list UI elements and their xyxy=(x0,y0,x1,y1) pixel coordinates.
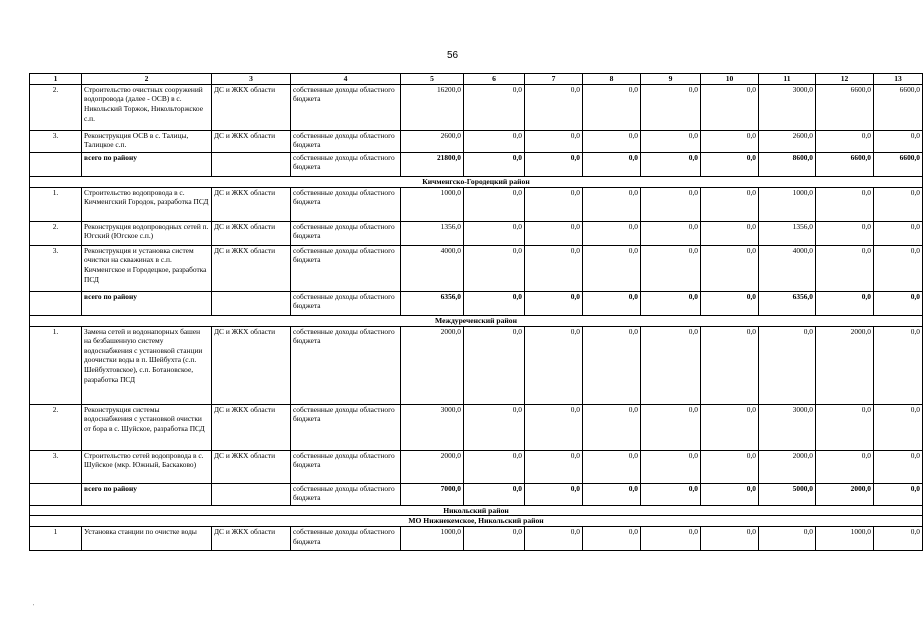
table-row xyxy=(30,450,923,483)
project-name: Реконструкция ОСВ в с. Талицы, Талицкое с.п. xyxy=(82,130,212,152)
project-name: Реконструкция системы водоснабжения с установкой очистки от бора в с. Шуйское, разработка ПСД xyxy=(82,404,212,450)
amount-cell: 0,0 xyxy=(641,450,701,483)
amount-cell: 0,0 xyxy=(525,404,583,450)
amount-cell: 0,0 xyxy=(464,187,525,221)
project-name: Замена сетей и водонапорных башен на безбашенную систему водоснабжения с установкой станции доочистки воды в п. Шейбухта (с.п. Шейбухтовское), с.п. Ботановское, разработка ПСД xyxy=(82,326,212,404)
funding-source: собственные доходы областного бюджета xyxy=(291,152,401,176)
amount-cell: 0,0 xyxy=(874,221,923,245)
amount-cell: 0,0 xyxy=(701,404,759,450)
responsible-org xyxy=(212,152,291,176)
amount-cell: 6600,0 xyxy=(874,152,923,176)
amount-cell: 1356,0 xyxy=(759,221,816,245)
row-number: 3. xyxy=(30,245,82,291)
amount-cell: 0,0 xyxy=(701,84,759,130)
funding-source: собственные доходы областного бюджета xyxy=(291,130,401,152)
column-number: 8 xyxy=(583,74,641,85)
project-name: Реконструкция водопроводных сетей п. Югский (Югское с.п.) xyxy=(82,221,212,245)
amount-cell: 0,0 xyxy=(525,187,583,221)
amount-cell: 0,0 xyxy=(759,326,816,404)
column-number-row xyxy=(30,74,923,85)
amount-cell: 0,0 xyxy=(759,527,816,551)
amount-cell: 0,0 xyxy=(641,527,701,551)
amount-cell: 0,0 xyxy=(464,130,525,152)
funding-source: собственные доходы областного бюджета xyxy=(291,221,401,245)
row-number: 2. xyxy=(30,221,82,245)
amount-cell: 6600,0 xyxy=(816,152,874,176)
responsible-org: ДС и ЖКХ области xyxy=(212,130,291,152)
amount-cell: 0,0 xyxy=(874,245,923,291)
amount-cell: 1000,0 xyxy=(401,187,464,221)
section-heading-row xyxy=(30,505,923,516)
responsible-org: ДС и ЖКХ области xyxy=(212,84,291,130)
section-heading: Кичменгско-Городецкий район xyxy=(30,176,923,187)
amount-cell: 6356,0 xyxy=(401,291,464,315)
amount-cell: 6600,0 xyxy=(816,84,874,130)
funding-source: собственные доходы областного бюджета xyxy=(291,450,401,483)
amount-cell: 0,0 xyxy=(583,527,641,551)
amount-cell: 0,0 xyxy=(874,450,923,483)
funding-source: собственные доходы областного бюджета xyxy=(291,291,401,315)
amount-cell: 2000,0 xyxy=(759,450,816,483)
amount-cell: 0,0 xyxy=(874,291,923,315)
responsible-org: ДС и ЖКХ области xyxy=(212,187,291,221)
row-number xyxy=(30,291,82,315)
amount-cell: 0,0 xyxy=(583,84,641,130)
amount-cell: 0,0 xyxy=(525,527,583,551)
amount-cell: 0,0 xyxy=(583,291,641,315)
column-number: 4 xyxy=(291,74,401,85)
amount-cell: 0,0 xyxy=(525,450,583,483)
amount-cell: 0,0 xyxy=(525,221,583,245)
amount-cell: 3000,0 xyxy=(759,84,816,130)
project-name: Установка станции по очистке воды xyxy=(82,527,212,551)
row-number: 2. xyxy=(30,84,82,130)
column-number: 3 xyxy=(212,74,291,85)
responsible-org: ДС и ЖКХ области xyxy=(212,404,291,450)
section-heading-row xyxy=(30,516,923,527)
amount-cell: 0,0 xyxy=(464,527,525,551)
amount-cell: 5000,0 xyxy=(759,483,816,505)
table-row xyxy=(30,84,923,130)
amount-cell: 0,0 xyxy=(641,84,701,130)
amount-cell: 1000,0 xyxy=(401,527,464,551)
district-total-row xyxy=(30,291,923,315)
district-total-row xyxy=(30,152,923,176)
row-number: 1. xyxy=(30,326,82,404)
amount-cell: 0,0 xyxy=(525,245,583,291)
amount-cell: 0,0 xyxy=(641,404,701,450)
column-number: 5 xyxy=(401,74,464,85)
project-name: всего по району xyxy=(82,483,212,505)
amount-cell: 3000,0 xyxy=(759,404,816,450)
amount-cell: 0,0 xyxy=(701,527,759,551)
funding-source: собственные доходы областного бюджета xyxy=(291,245,401,291)
amount-cell: 0,0 xyxy=(701,152,759,176)
column-number: 10 xyxy=(701,74,759,85)
column-number: 13 xyxy=(874,74,923,85)
district-total-row xyxy=(30,483,923,505)
project-name: Реконструкция и установка систем очистки на скважинах в с.п. Кичменгское и Городецкое, разработка ПСД xyxy=(82,245,212,291)
amount-cell: 1356,0 xyxy=(401,221,464,245)
amount-cell: 0,0 xyxy=(701,483,759,505)
amount-cell: 0,0 xyxy=(816,291,874,315)
table-row xyxy=(30,221,923,245)
funding-source: собственные доходы областного бюджета xyxy=(291,483,401,505)
section-heading: Никольский район xyxy=(30,505,923,516)
amount-cell: 0,0 xyxy=(641,291,701,315)
project-name: Строительство очистных сооружений водопровода (далее - ОСВ) в с. Никольский Торжок, Никольторжское с.п. xyxy=(82,84,212,130)
amount-cell: 0,0 xyxy=(583,130,641,152)
responsible-org: ДС и ЖКХ области xyxy=(212,527,291,551)
funding-source: собственные доходы областного бюджета xyxy=(291,84,401,130)
amount-cell: 0,0 xyxy=(701,326,759,404)
column-number: 6 xyxy=(464,74,525,85)
amount-cell: 0,0 xyxy=(583,483,641,505)
responsible-org xyxy=(212,483,291,505)
amount-cell: 2600,0 xyxy=(759,130,816,152)
amount-cell: 21800,0 xyxy=(401,152,464,176)
amount-cell: 1000,0 xyxy=(759,187,816,221)
scan-mark: ' xyxy=(33,604,35,610)
amount-cell: 0,0 xyxy=(583,450,641,483)
responsible-org: ДС и ЖКХ области xyxy=(212,221,291,245)
amount-cell: 0,0 xyxy=(874,483,923,505)
amount-cell: 0,0 xyxy=(583,326,641,404)
amount-cell: 16200,0 xyxy=(401,84,464,130)
amount-cell: 3000,0 xyxy=(401,404,464,450)
row-number: 1 xyxy=(30,527,82,551)
amount-cell: 0,0 xyxy=(701,291,759,315)
amount-cell: 0,0 xyxy=(701,187,759,221)
funding-source: собственные доходы областного бюджета xyxy=(291,187,401,221)
column-number: 9 xyxy=(641,74,701,85)
section-heading: Междуреченский район xyxy=(30,315,923,326)
project-name: Строительство водопровода в с. Кичменгский Городок, разработка ПСД xyxy=(82,187,212,221)
amount-cell: 0,0 xyxy=(583,245,641,291)
row-number xyxy=(30,152,82,176)
amount-cell: 0,0 xyxy=(464,404,525,450)
amount-cell: 0,0 xyxy=(583,152,641,176)
amount-cell: 0,0 xyxy=(816,187,874,221)
amount-cell: 0,0 xyxy=(641,483,701,505)
amount-cell: 0,0 xyxy=(464,483,525,505)
amount-cell: 0,0 xyxy=(874,130,923,152)
amount-cell: 0,0 xyxy=(641,187,701,221)
amount-cell: 0,0 xyxy=(464,221,525,245)
column-number: 1 xyxy=(30,74,82,85)
amount-cell: 0,0 xyxy=(525,130,583,152)
table-row xyxy=(30,404,923,450)
responsible-org: ДС и ЖКХ области xyxy=(212,245,291,291)
amount-cell: 0,0 xyxy=(701,450,759,483)
amount-cell: 0,0 xyxy=(701,245,759,291)
amount-cell: 0,0 xyxy=(464,84,525,130)
amount-cell: 0,0 xyxy=(525,291,583,315)
column-number: 2 xyxy=(82,74,212,85)
row-number: 1. xyxy=(30,187,82,221)
amount-cell: 0,0 xyxy=(641,152,701,176)
responsible-org xyxy=(212,291,291,315)
amount-cell: 2000,0 xyxy=(401,450,464,483)
amount-cell: 0,0 xyxy=(583,404,641,450)
row-number: 3. xyxy=(30,130,82,152)
amount-cell: 4000,0 xyxy=(401,245,464,291)
amount-cell: 0,0 xyxy=(464,152,525,176)
section-heading-row xyxy=(30,176,923,187)
budget-table xyxy=(29,73,923,551)
funding-source: собственные доходы областного бюджета xyxy=(291,326,401,404)
table-row xyxy=(30,130,923,152)
amount-cell: 0,0 xyxy=(525,152,583,176)
project-name: Строительство сетей водопровода в с. Шуйское (мкр. Южный, Баскаково) xyxy=(82,450,212,483)
amount-cell: 8600,0 xyxy=(759,152,816,176)
responsible-org: ДС и ЖКХ области xyxy=(212,326,291,404)
amount-cell: 0,0 xyxy=(464,326,525,404)
amount-cell: 0,0 xyxy=(583,187,641,221)
amount-cell: 0,0 xyxy=(816,404,874,450)
amount-cell: 4000,0 xyxy=(759,245,816,291)
row-number: 3. xyxy=(30,450,82,483)
amount-cell: 0,0 xyxy=(701,221,759,245)
amount-cell: 0,0 xyxy=(525,84,583,130)
amount-cell: 0,0 xyxy=(525,483,583,505)
funding-source: собственные доходы областного бюджета xyxy=(291,404,401,450)
table-row xyxy=(30,326,923,404)
row-number xyxy=(30,483,82,505)
project-name: всего по району xyxy=(82,152,212,176)
amount-cell: 0,0 xyxy=(464,291,525,315)
amount-cell: 6356,0 xyxy=(759,291,816,315)
amount-cell: 0,0 xyxy=(701,130,759,152)
amount-cell: 1000,0 xyxy=(816,527,874,551)
table-row xyxy=(30,245,923,291)
table-row xyxy=(30,527,923,551)
amount-cell: 0,0 xyxy=(816,245,874,291)
amount-cell: 0,0 xyxy=(816,221,874,245)
amount-cell: 0,0 xyxy=(874,187,923,221)
amount-cell: 0,0 xyxy=(641,326,701,404)
amount-cell: 6600,0 xyxy=(874,84,923,130)
section-heading: МО Нижнекемское, Никольский район xyxy=(30,516,923,527)
column-number: 11 xyxy=(759,74,816,85)
amount-cell: 0,0 xyxy=(525,326,583,404)
page-number: 56 xyxy=(446,50,459,61)
responsible-org: ДС и ЖКХ области xyxy=(212,450,291,483)
amount-cell: 2000,0 xyxy=(816,326,874,404)
amount-cell: 0,0 xyxy=(874,527,923,551)
amount-cell: 2000,0 xyxy=(401,326,464,404)
amount-cell: 0,0 xyxy=(641,221,701,245)
funding-source: собственные доходы областного бюджета xyxy=(291,527,401,551)
row-number: 2. xyxy=(30,404,82,450)
amount-cell: 2000,0 xyxy=(816,483,874,505)
amount-cell: 0,0 xyxy=(583,221,641,245)
project-name: всего по району xyxy=(82,291,212,315)
amount-cell: 0,0 xyxy=(464,450,525,483)
amount-cell: 7000,0 xyxy=(401,483,464,505)
amount-cell: 0,0 xyxy=(816,450,874,483)
amount-cell: 0,0 xyxy=(816,130,874,152)
amount-cell: 0,0 xyxy=(874,404,923,450)
column-number: 12 xyxy=(816,74,874,85)
amount-cell: 0,0 xyxy=(464,245,525,291)
table-row xyxy=(30,187,923,221)
amount-cell: 0,0 xyxy=(641,245,701,291)
section-heading-row xyxy=(30,315,923,326)
amount-cell: 0,0 xyxy=(641,130,701,152)
column-number: 7 xyxy=(525,74,583,85)
amount-cell: 2600,0 xyxy=(401,130,464,152)
amount-cell: 0,0 xyxy=(874,326,923,404)
